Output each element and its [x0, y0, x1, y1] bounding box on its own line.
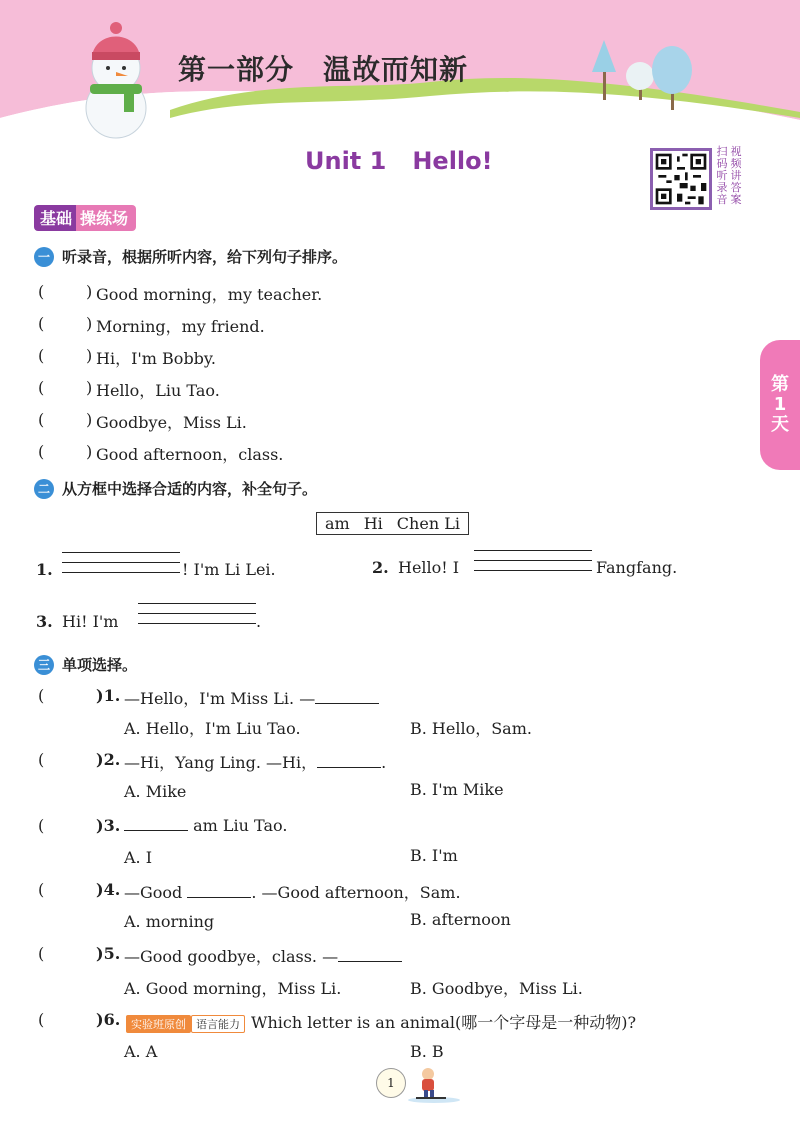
q1-item[interactable]: ( ) Hi，I'm Bobby.	[38, 346, 216, 368]
q3-marker: 三	[34, 655, 54, 675]
q3-item-text: —Good	[124, 883, 188, 902]
q2-marker: 二	[34, 479, 54, 499]
q2-sentence-3-pre: Hi! I'm	[62, 612, 119, 631]
section-tag	[34, 205, 136, 231]
q3-option-b[interactable]: B. I'm Mike	[410, 780, 504, 799]
q3-option-b[interactable]: B. Hello，Sam.	[410, 719, 532, 738]
answer-blank[interactable]	[317, 753, 381, 768]
qr-labels	[716, 146, 742, 206]
q1-item-text: Hello，Liu Tao.	[96, 381, 220, 400]
unit-title	[305, 147, 519, 175]
q1-item-text: Hi，I'm Bobby.	[96, 349, 216, 368]
q3-item-4[interactable]: ( )4. —Good . —Good afternoon，Sam.	[38, 880, 461, 902]
qr-label-video: 视频讲答案	[730, 145, 742, 206]
q2-sentence-3-num: 3.	[36, 612, 53, 631]
q3-option-a[interactable]: A. Good morning，Miss Li.	[124, 979, 342, 998]
unit-name: Hello!	[412, 147, 493, 175]
original-badge: 实验班原创	[126, 1015, 191, 1033]
skill-badge: 语言能力	[191, 1015, 245, 1033]
q3-option-b[interactable]: B. afternoon	[410, 910, 511, 929]
q3-option-b[interactable]: B. I'm	[410, 846, 458, 865]
answer-blank[interactable]	[338, 947, 402, 962]
q3-item-num: )1.	[96, 686, 121, 705]
q3-heading	[34, 654, 137, 675]
q3-item-num: )3.	[96, 816, 121, 835]
q3-option-a[interactable]: A. Mike	[124, 782, 187, 801]
q2-sentence-2-num: 2.	[372, 558, 389, 577]
word-box-item: Hi	[363, 514, 383, 533]
q3-item-text: am Liu Tao.	[188, 816, 288, 835]
q3-item-text: —Good goodbye，class. —	[124, 947, 339, 966]
q3-item-6[interactable]: ( )6. 实验班原创 语言能力 Which letter is an animal(哪一个字母是一种动物)?	[38, 1010, 637, 1032]
q3-item-text: —Hi，Yang Ling. —Hi，	[124, 753, 318, 772]
answer-blank[interactable]	[187, 883, 251, 898]
q3-option-a[interactable]: A. A	[124, 1042, 158, 1061]
word-box	[316, 512, 469, 535]
q1-item-text: Good afternoon，class.	[96, 445, 284, 464]
q1-item-text: Good morning，my teacher.	[96, 285, 323, 304]
q3-option-a[interactable]: A. I	[124, 848, 153, 867]
q2-sentence-1-text: ! I'm Li Lei.	[182, 560, 276, 579]
q1-heading	[34, 246, 347, 267]
q1-item[interactable]: ( ) Goodbye，Miss Li.	[38, 410, 247, 432]
qr-code-icon[interactable]	[650, 148, 712, 210]
q1-instruction: 听录音，根据所听内容，给下列句子排序。	[62, 248, 348, 266]
q1-item[interactable]: ( ) Hello，Liu Tao.	[38, 378, 220, 400]
q2-blank-2[interactable]	[474, 541, 592, 571]
section-tag-basic: 基础	[34, 205, 76, 231]
word-box-item: Chen Li	[396, 514, 460, 533]
q2-sentence-2-pre: Hello! I	[398, 558, 460, 577]
q2-sentence-3-post: .	[256, 612, 262, 631]
q3-item-3[interactable]: ( )3. am Liu Tao.	[38, 816, 288, 835]
q2-blank-3[interactable]	[138, 594, 256, 624]
q3-item-num: )6.	[96, 1010, 121, 1029]
q3-option-a[interactable]: A. Hello，I'm Liu Tao.	[124, 719, 301, 738]
day-tab-line2: 1	[773, 394, 787, 415]
q1-marker: 一	[34, 247, 54, 267]
q3-option-b[interactable]: B. Goodbye，Miss Li.	[410, 979, 583, 998]
q1-item-text: Goodbye，Miss Li.	[96, 413, 247, 432]
q1-item[interactable]: ( ) Good morning，my teacher.	[38, 282, 323, 304]
q3-option-a[interactable]: A. morning	[124, 912, 215, 931]
q3-item-num: )4.	[96, 880, 121, 899]
day-tab-line1: 第	[771, 374, 789, 395]
q1-item[interactable]: ( ) Good afternoon，class.	[38, 442, 284, 464]
day-side-tab	[760, 340, 800, 470]
answer-blank[interactable]	[124, 816, 188, 831]
q1-item[interactable]: ( ) Morning，my friend.	[38, 314, 265, 336]
q3-item-5[interactable]: ( )5. —Good goodbye，class. —	[38, 944, 778, 968]
q2-blank-1[interactable]	[62, 543, 180, 573]
q3-item-num: )5.	[96, 944, 121, 963]
qr-label-listen: 扫码听录音	[716, 145, 728, 206]
skater-icon	[404, 1064, 462, 1104]
q3-item-1[interactable]: ( )1. —Hello，I'm Miss Li. —	[38, 686, 778, 710]
q3-item-num: )2.	[96, 750, 121, 769]
part-title: 第一部分 温故而知新	[178, 53, 469, 86]
day-tab-line3: 天	[771, 414, 789, 435]
q3-item-text: Which letter is an animal(哪一个字母是一种动物)?	[251, 1013, 637, 1032]
q3-instruction: 单项选择。	[62, 656, 138, 674]
q2-sentence-1-num: 1.	[36, 560, 53, 579]
q1-item-text: Morning，my friend.	[96, 317, 265, 336]
page-number: 1	[376, 1068, 406, 1098]
answer-blank[interactable]	[315, 689, 379, 704]
q3-item-text: —Hello，I'm Miss Li. —	[124, 689, 316, 708]
q2-heading	[34, 478, 317, 499]
q2-sentence-2-post: Fangfang.	[596, 558, 678, 577]
q2-instruction: 从方框中选择合适的内容，补全句子。	[62, 480, 318, 498]
word-box-item: am	[325, 514, 350, 533]
q3-item-2[interactable]: ( )2. —Hi，Yang Ling. —Hi， .	[38, 750, 387, 772]
unit-number: Unit 1	[305, 147, 387, 175]
q3-option-b[interactable]: B. B	[410, 1042, 444, 1061]
section-tag-practice: 操练场	[76, 205, 136, 231]
